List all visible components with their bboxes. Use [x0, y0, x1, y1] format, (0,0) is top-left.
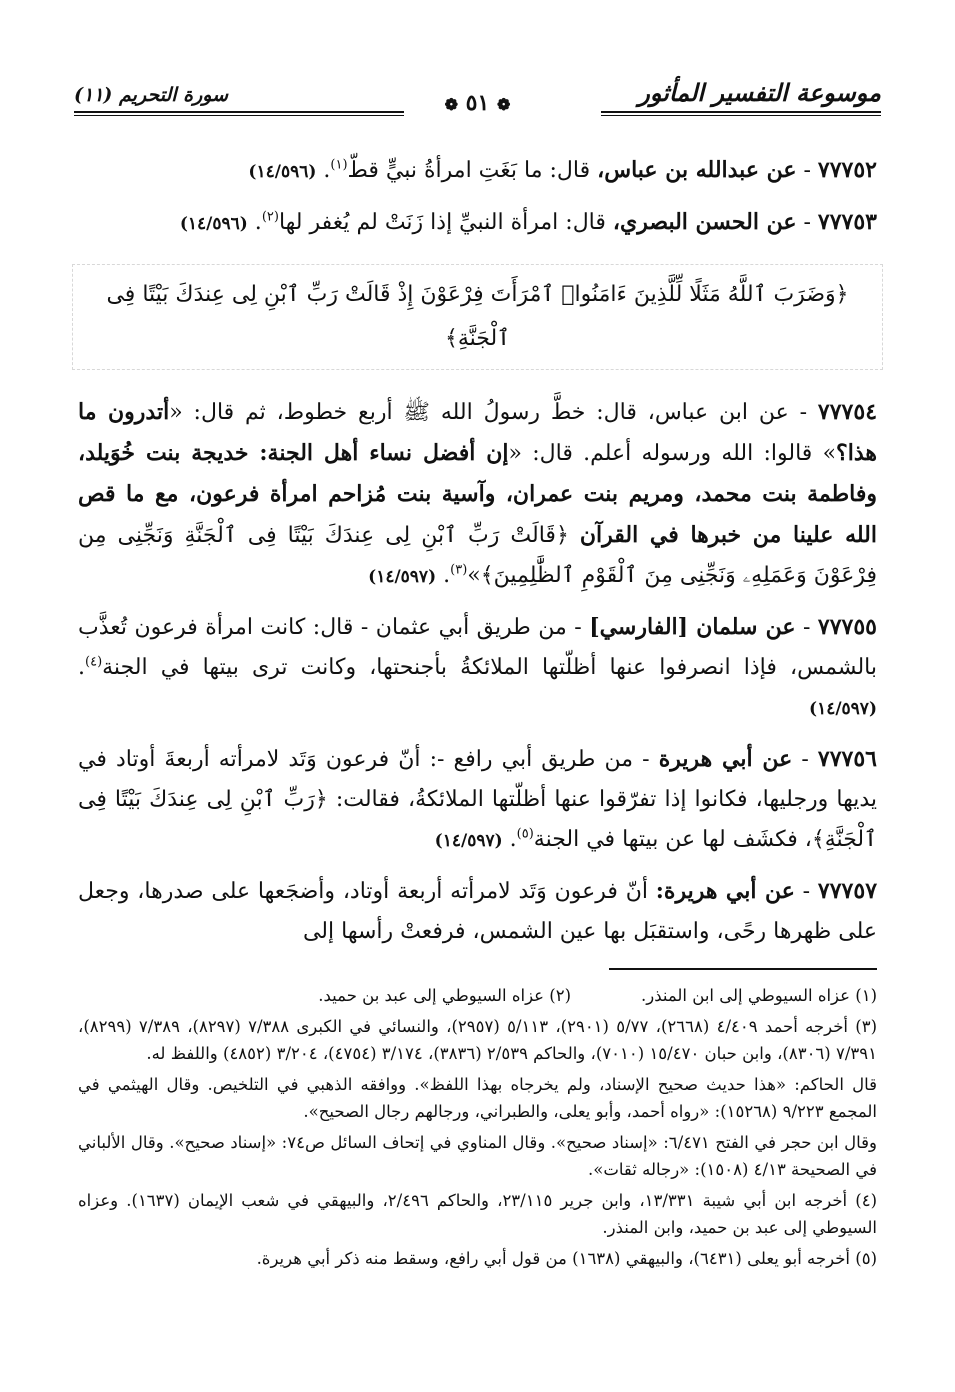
entry-narrator: عن عبدالله بن عباس،	[597, 157, 797, 183]
footnote-marker[interactable]: (٥)	[516, 826, 534, 842]
entry-77752: ٧٧٧٥٢ - عن عبدالله بن عباس، قال: ما بَغَتِ امرأةُ نبيٍّ قطّ$^{(١)}$. (١٤/٥٩٦)	[248, 157, 877, 183]
source-reference: (١٤/٥٩٦)	[248, 162, 317, 182]
hadith-bold: إن أفضل نساء أهل الجنة: خديجة بنت خُوَيلد، وفاطمة بنت محمد، ومريم بنت عمران، وآسية بنت مُزاحم امرأة فرعون، مع ما قص الله علينا من خبرها في القرآن	[78, 440, 877, 548]
entry-narrator: عن أبي هريرة	[658, 746, 793, 772]
entry-narrator: عن الحسن البصري،	[612, 209, 797, 235]
entry-77753: ٧٧٧٥٣ - عن الحسن البصري، قال: امرأة النبيِّ إذا زَنَتْ لم يُغفر لها$^{(٢)}$. (١٤/٥٩٦)	[179, 209, 877, 235]
footnote-marker[interactable]: (٢)	[261, 209, 279, 225]
verse-line: ﴿وَضَرَبَ ٱللَّهُ مَثَلًا لِّلَّذِينَ ءَامَنُوا۟ ٱمْرَأَتَ فِرْعَوْنَ إِذْ قَالَتْ رَبِّ ٱبْنِ لِى عِندَكَ بَيْتًا فِى	[106, 282, 849, 307]
entry-77757: ٧٧٧٥٧ - عن أبي هريرة: أنّ فرعون وَتَد لامرأته أربعة أوتاد، وأضجَعها على صدرها، وجعل على ظهرها رحًى، واستقبَل بها عين الشمس، فرفعتْ رأسها إلى	[78, 878, 878, 944]
book-title: موسوعة التفسير المأثور	[638, 78, 881, 107]
footnote-1: (١) عزاه السيوطي إلى ابن المنذر.	[641, 986, 877, 1005]
entry-text: ، فكشَف لها عن بيتها في الجنة	[533, 827, 812, 852]
footnote-5: (٥) أخرجه أبو يعلى (٦٤٣١)، والبيهقي (١٦٣٨) من قول أبي رافع، وسقط منه ذكر أبي هريرة.	[256, 1248, 877, 1268]
main-text	[78, 150, 877, 962]
quran-quote: ﴿رَبِّ ٱبْنِ لِى عِندَكَ بَيْتًا فِى ٱلْجَنَّةِ﴾	[78, 787, 877, 852]
entry-number: ٧٧٧٥٢	[817, 157, 877, 183]
entry-77756: ٧٧٧٥٦ - عن أبي هريرة - من طريق أبي رافع -: أنّ فرعون وَتَد لامرأته أربعةَ أوتاد في يديها ورجليها، فكانوا إذا تفرّقوا عنها أظلّتها الملائكةُ، فقالت: ﴿رَبِّ ٱبْنِ لِى عِندَكَ بَيْتًا فِى ٱلْجَنَّةِ﴾، فكشَف لها عن بيتها في الجنة$^{(٥)}$. (١٤/٥٩٧)	[78, 746, 877, 852]
entry-77755: ٧٧٧٥٥ - عن سلمان [الفارسي] - من طريق أبي عثمان - قال: كانت امرأة فرعون تُعذَّب بالشمس، فإذا انصرفوا عنها أظلّتها الملائكةُ بأجنحتها، وكانت ترى بيتها في الجنة$^{(٤)}$. (١٤/٥٩٧)	[78, 614, 877, 719]
footnote-3: (٣) أخرجه أحمد ٤/٤٠٩ (٢٦٦٨)، ٥/٧٧ (٢٩٠١)، ٥/١١٣ (٢٩٥٧)، والنسائي في الكبرى ٧/٣٨٨ (٨٢٩٧)، ٧/٣٨٩ (٨٢٩٩)، ٧/٣٩١ (٨٣٠٦)، وابن حبان ١٥/٤٧٠ (٧٠١٠)، والحاكم ٢/٥٣٩ (٣٨٣٦)، ٣/١٧٤ (٤٧٥٤)، ٣/٢٠٤ (٤٨٥٢) واللفظ له.	[78, 1016, 878, 1063]
source-reference: (١٤/٥٩٧)	[434, 831, 503, 851]
footnote-4: (٤) أخرجه ابن أبي شيبة ١٣/٣٣١، وابن جرير ٢٣/١١٥، والحاكم ٢/٤٩٦، والبيهقي في شعب الإيمان (١٦٣٧). وعزاه السيوطي إلى عبد بن حميد، وابن المنذر.	[78, 1190, 877, 1237]
footnote-2: (٢) عزاه السيوطي إلى عبد بن حميد.	[318, 986, 572, 1005]
source-reference: (١٤/٥٩٧)	[809, 699, 877, 719]
entry-number: ٧٧٧٥٣	[817, 209, 877, 235]
entry-number: ٧٧٧٥٧	[817, 878, 878, 904]
entry-text: » قالوا: الله ورسوله أعلم. قال: «	[508, 441, 837, 466]
footnote-marker[interactable]: (١)	[330, 157, 348, 173]
entry-text: عن ابن عباس، قال: خطَّ رسولُ الله ﷺ أربع خطوط، ثم قال: «	[169, 400, 789, 425]
page-number-group	[445, 90, 511, 116]
source-reference: (١٤/٥٩٦)	[179, 214, 248, 234]
footnote-separator	[609, 968, 877, 970]
footnote-3-commentary: قال الحاكم: «هذا حديث صحيح الإسناد، ولم يخرجاه بهذا اللفظ». ووافقه الذهبي في التلخيص. وقال الهيثمي في المجمع ٩/٢٢٣ (١٥٢٦٨): «رواه أحمد، وأبو يعلى، والطبراني، ورجالهم رجال الصحيح».	[78, 1074, 877, 1121]
entry-text: قال: امرأة النبيِّ إذا زَنَتْ لم يُغفر لها	[278, 210, 606, 235]
hadith-bold: أتدرون ما هذا؟	[78, 399, 877, 466]
entry-narrator: عن سلمان [الفارسي]	[589, 614, 796, 640]
footnote-row	[78, 982, 877, 1010]
footnote-3-commentary: وقال ابن حجر في الفتح ٦/٤٧١: «إسناد صحيح». وقال المناوي في إتحاف السائل ص٧٤: «إسناد صحيح». وقال الألباني في الصحيحة ٤/١٣ (١٥٠٨): «رجاله ثقات».	[78, 1132, 877, 1179]
ornament-icon: ❁	[496, 95, 511, 114]
entry-number: ٧٧٧٥٤	[817, 399, 878, 425]
running-head	[74, 78, 881, 120]
entry-text: أنّ فرعون وَتَد لامرأته أربعة أوتاد، وأضجَعها على صدرها، وجعل على ظهرها رحًى، واستقبَل بها عين الشمس، فرفعتْ رأسها إلى	[78, 879, 877, 944]
footnote-marker[interactable]: (٣)	[450, 562, 468, 578]
source-reference: (١٤/٥٩٧)	[368, 567, 437, 587]
header-rule-left	[74, 111, 404, 116]
ornament-icon: ❁	[444, 95, 459, 114]
header-rule-right	[601, 111, 881, 116]
quran-quote: ﴿قَالَتْ رَبِّ ٱبْنِ لِى عِندَكَ بَيْتًا فِى ٱلْجَنَّةِ وَنَجِّنِى مِن فِرْعَوْنَ وَعَمَلِهِۦ وَنَجِّنِى مِنَ ٱلْقَوْمِ ٱلظَّٰلِمِينَ﴾	[78, 523, 877, 588]
entry-number: ٧٧٧٥٦	[817, 746, 877, 772]
surah-label: سورة التحريم (١١)	[74, 84, 228, 106]
footnotes	[78, 982, 877, 1275]
entry-number: ٧٧٧٥٥	[817, 614, 877, 640]
entry-text: - من طريق أبي عثمان - قال: كانت امرأة فرعون تُعذَّب بالشمس، فإذا انصرفوا عنها أظلّتها الملائكةُ بأجنحتها، وكانت ترى بيتها في الجنة	[78, 615, 877, 680]
entry-text: قال: ما بَغَتِ امرأةُ نبيٍّ قطّ	[347, 158, 591, 183]
verse-line: ٱلْجَنَّةِ﴾	[444, 326, 511, 351]
entry-77754: ٧٧٧٥٤ - عن ابن عباس، قال: خطَّ رسولُ الله ﷺ أربع خطوط، ثم قال: «أتدرون ما هذا؟» قالوا: الله ورسوله أعلم. قال: «إن أفضل نساء أهل الجنة: خديجة بنت خُوَيلد، وفاطمة بنت محمد، ومريم بنت عمران، وآسية بنت مُزاحم امرأة فرعون، مع ما قص الله علينا من خبرها في القرآن ﴿قَالَتْ رَبِّ ٱبْنِ لِى عِندَكَ بَيْتًا فِى ٱلْجَنَّةِ وَنَجِّنِى مِن فِرْعَوْنَ وَعَمَلِهِۦ وَنَجِّنِى مِنَ ٱلْقَوْمِ ٱلظَّٰلِمِينَ﴾»$^{(٣)}$. (١٤/٥٩٧)	[78, 399, 878, 588]
quran-verse-box	[72, 264, 883, 370]
entry-text: - من طريق أبي رافع -: أنّ فرعون وَتَد لامرأته أربعةَ أوتاد في يديها ورجليها، فكانوا إذا تفرّقوا عنها أظلّتها الملائكةُ، فقالت:	[78, 747, 877, 812]
footnote-marker[interactable]: (٤)	[85, 654, 103, 670]
entry-narrator: عن أبي هريرة:	[655, 878, 795, 904]
entry-text: »	[467, 563, 481, 588]
page-number: ٥١	[465, 90, 490, 116]
